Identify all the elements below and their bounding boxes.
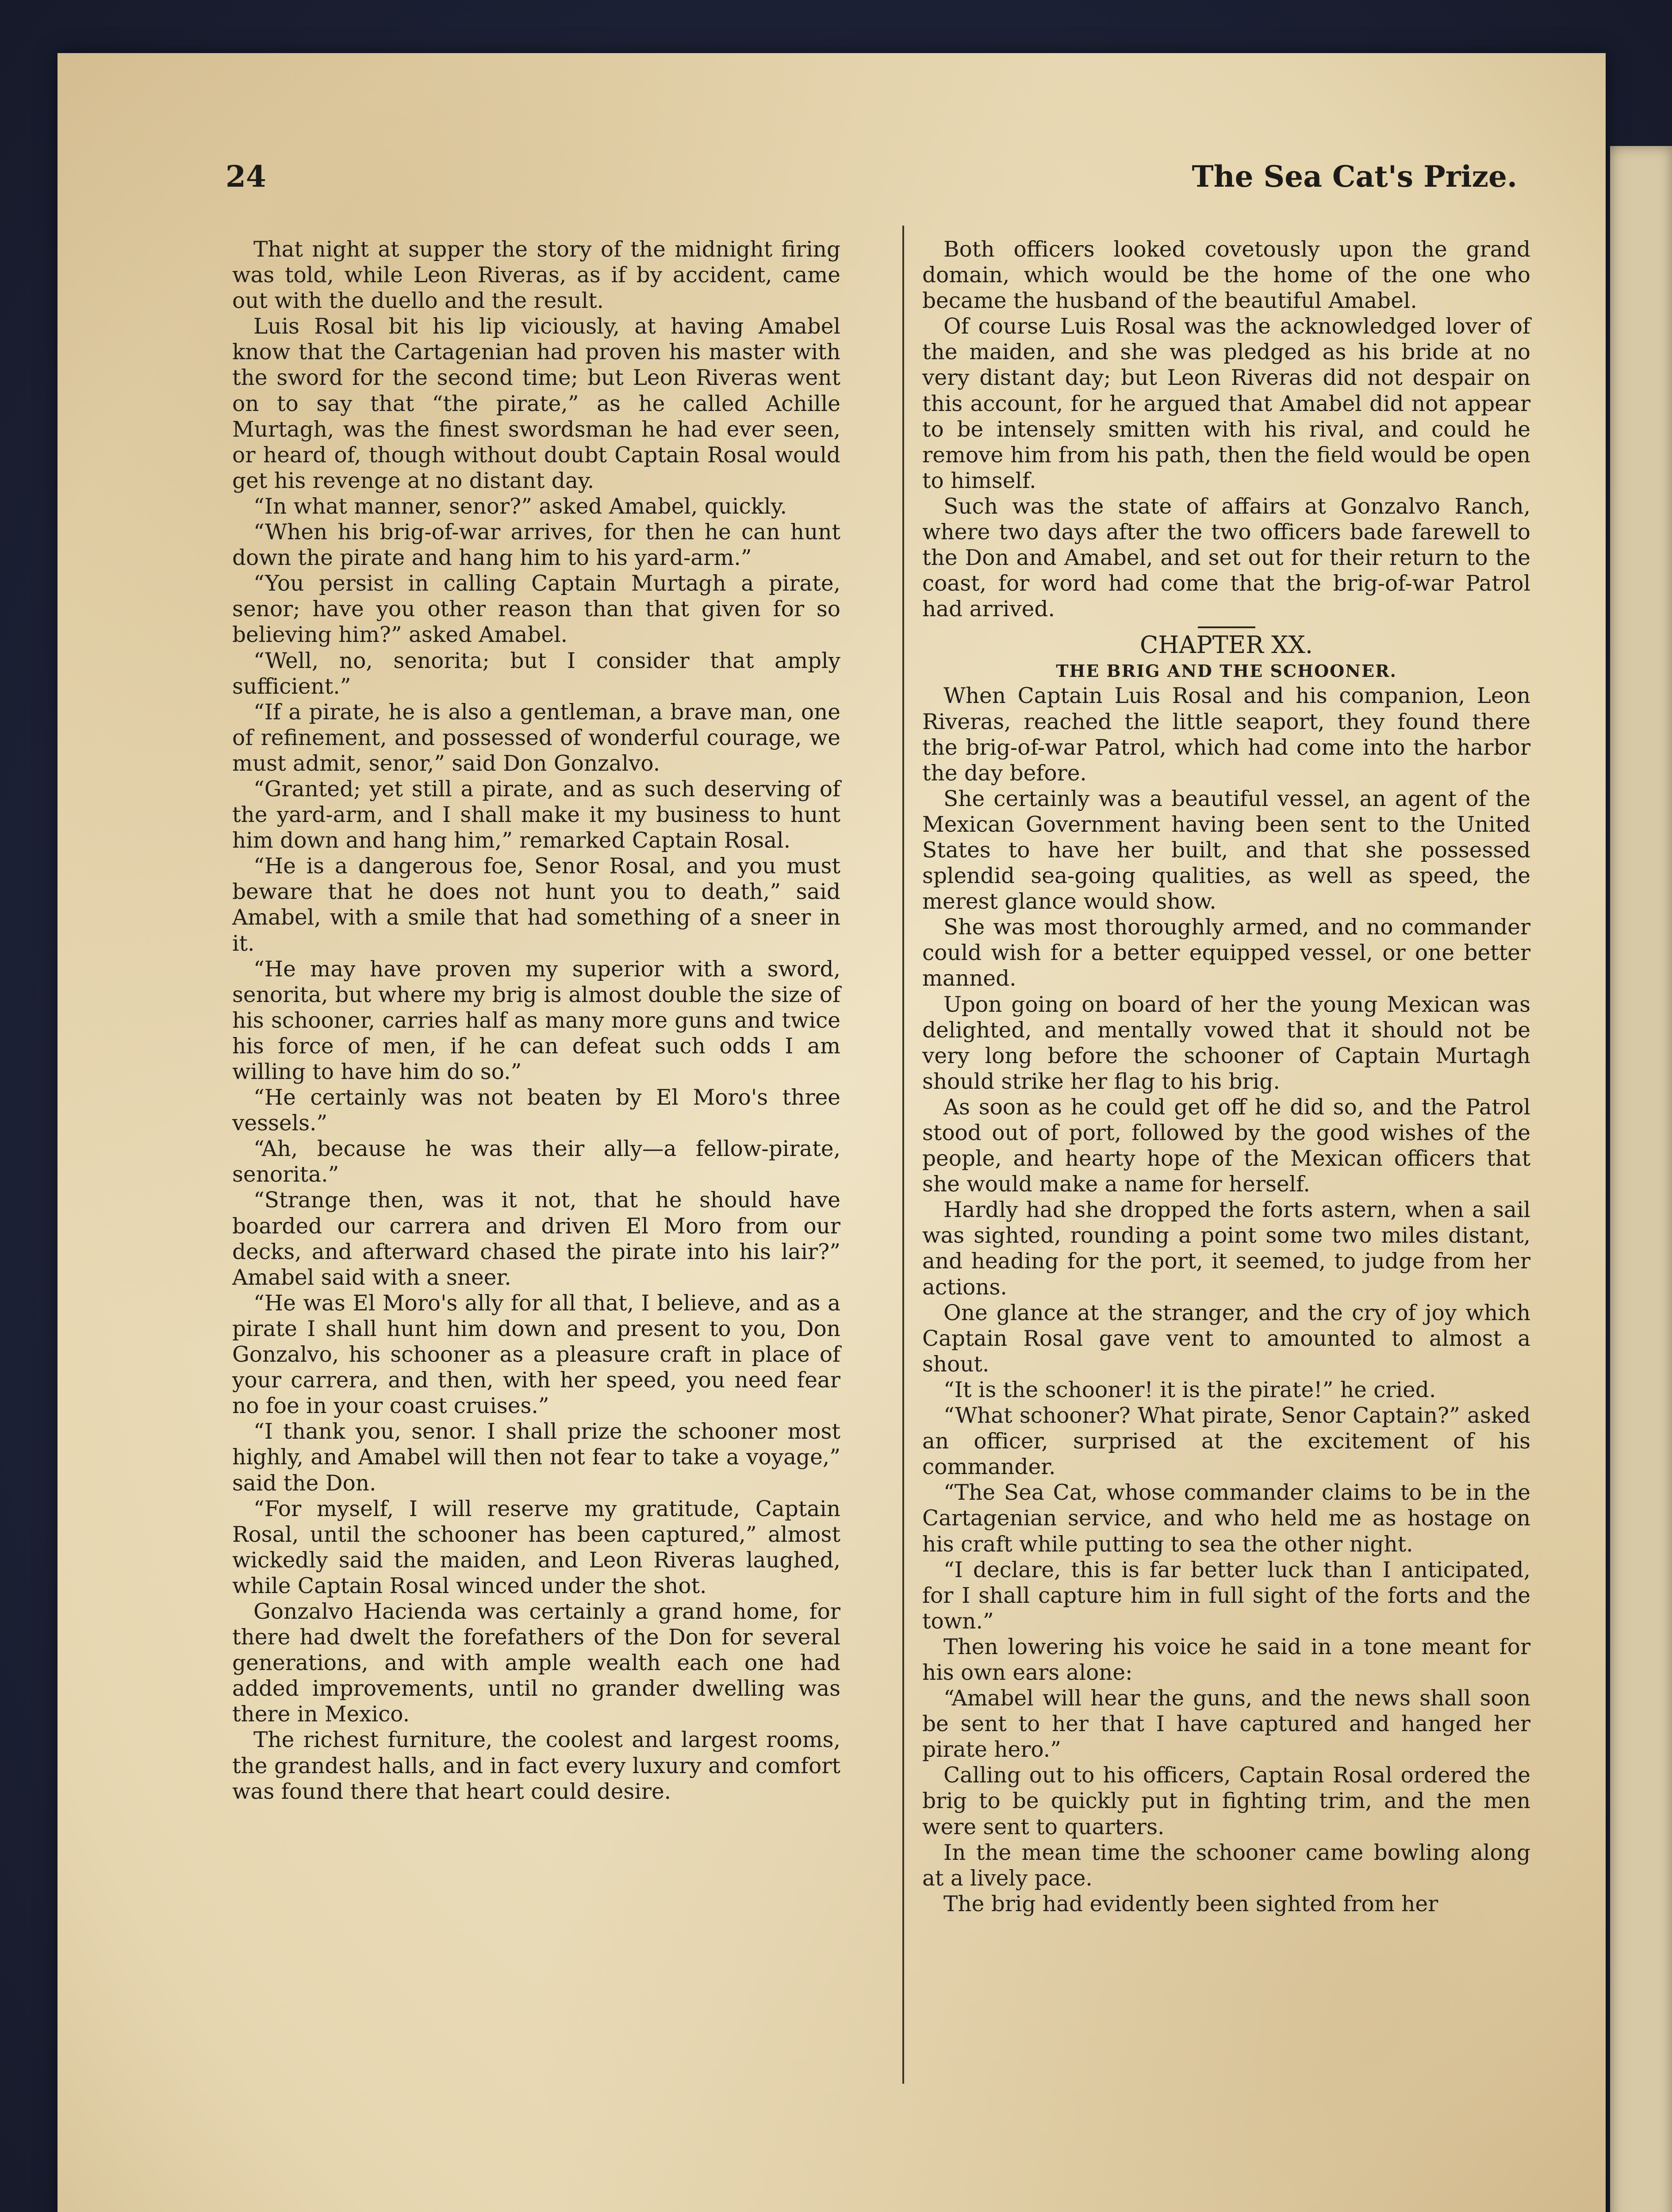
paragraph: In the mean time the schooner came bowling along at a lively pace. xyxy=(922,1840,1530,1891)
paragraph: “What schooner? What pirate, Senor Captain?” asked an officer, surprised at the excitement of his commander. xyxy=(922,1403,1530,1480)
paragraph: “Ah, because he was their ally—a fellow-pirate, senorita.” xyxy=(232,1137,840,1187)
chapter-title: CHAPTER XX. xyxy=(1139,631,1313,659)
paragraph: “It is the schooner! it is the pirate!” he cried. xyxy=(943,1377,1436,1402)
paragraph: As soon as he could get off he did so, and the Patrol stood out of port, followed by the good wishes of the people, and hearty hope of the Mexican officers that she would make a name for herself. xyxy=(922,1094,1530,1197)
paragraph: “In what manner, senor?” asked Amabel, quickly. xyxy=(253,494,787,519)
paragraph: “He certainly was not beaten by El Moro's three vessels.” xyxy=(232,1085,840,1136)
paragraph: “For myself, I will reserve my gratitude, Captain Rosal, until the schooner has been captured,” almost wickedly said the maiden, and Leon Riveras laughed, while Captain Rosal winced under the shot. xyxy=(232,1496,840,1598)
paragraph: “If a pirate, he is also a gentleman, a brave man, one of refinement, and possessed of wonderful courage, we must admit, senor,” said Don Gonzalvo. xyxy=(232,699,840,776)
paragraph: Calling out to his officers, Captain Rosal ordered the brig to be quickly put in fighting trim, and the men were sent to quarters. xyxy=(922,1763,1530,1839)
paragraph: “He may have proven my superior with a sword, senorita, but where my brig is almost double the size of his schooner, carries half as many more guns and twice his force of men, if he can defeat such odds I am willing to have him do so.” xyxy=(232,956,840,1084)
chapter-subtitle: THE BRIG AND THE SCHOONER. xyxy=(1056,661,1397,681)
paragraph: The richest furniture, the coolest and largest rooms, the grandest halls, and in fact every luxury and comfort was found there that heart could desire. xyxy=(232,1728,840,1804)
paragraph: “He was El Moro's ally for all that, I believe, and as a pirate I shall hunt him down and present to you, Don Gonzalvo, his schooner as a pleasure craft in place of your carrera, and then, with her speed, you need fear no foe in your coast cruises.” xyxy=(232,1290,840,1419)
paragraph: “Strange then, was it not, that he should have boarded our carrera and driven El Moro from our decks, and afterward chased the pirate into his lair?” Amabel said with a sneer. xyxy=(232,1188,840,1290)
running-title: The Sea Cat's Prize. xyxy=(1192,159,1517,194)
right-column xyxy=(922,237,1530,1917)
paragraph: Of course Luis Rosal was the acknowledged lover of the maiden, and she was pledged as his bride at no very distant day; but Leon Riveras did not despair on this account, for he argued that Amabel did not appear to be intensely smitten with his rival, and could he remove him from his path, then the field would be open to himself. xyxy=(922,314,1530,493)
paragraph: Upon going on board of her the young Mexican was delighted, and mentally vowed that it should not be very long before the schooner of Captain Murtagh should strike her flag to his brig. xyxy=(922,992,1530,1094)
paragraph: “He is a dangerous foe, Senor Rosal, and you must beware that he does not hunt you to death,” said Amabel, with a smile that had something of a sneer in it. xyxy=(232,854,840,956)
paragraph: “You persist in calling Captain Murtagh a pirate, senor; have you other reason than that given for so believing him?” asked Amabel. xyxy=(232,571,840,648)
chapter-divider xyxy=(1198,626,1255,628)
paragraph: Hardly had she dropped the forts astern, when a sail was sighted, rounding a point some two miles distant, and heading for the port, it seemed, to judge from her actions. xyxy=(922,1198,1530,1300)
facing-page-edge xyxy=(1610,146,1672,2212)
paragraph: She certainly was a beautiful vessel, an agent of the Mexican Government having been sent to the United States to have her built, and that she possessed splendid sea-going qualities, as well as speed, the merest glance would show. xyxy=(922,786,1530,914)
paragraph: That night at supper the story of the midnight firing was told, while Leon Riveras, as if by accident, came out with the duello and the result. xyxy=(232,237,840,314)
paragraph: Such was the state of affairs at Gonzalvo Ranch, where two days after the two officers bade farewell to the Don and Amabel, and set out for their return to the coast, for word had come that the brig-of-war Patrol had arrived. xyxy=(922,494,1530,622)
paragraph: “Granted; yet still a pirate, and as such deserving of the yard-arm, and I shall make it my business to hunt him down and hang him,” remarked Captain Rosal. xyxy=(232,776,840,853)
page-number: 24 xyxy=(226,159,266,194)
paragraph: Luis Rosal bit his lip viciously, at having Amabel know that the Cartagenian had proven his master with the sword for the second time; but Leon Riveras went on to say that “the pirate,” as he called Achille Murtagh, was the finest swordsman he had ever seen, or heard of, though without doubt Captain Rosal would get his revenge at no distant day. xyxy=(232,314,840,493)
column-divider xyxy=(902,226,904,2084)
paragraph: “Amabel will hear the guns, and the news shall soon be sent to her that I have captured and hanged her pirate hero.” xyxy=(922,1686,1530,1763)
paragraph: The brig had evidently been sighted from her xyxy=(943,1891,1438,1916)
left-column xyxy=(232,237,840,1805)
paragraph: One glance at the stranger, and the cry of joy which Captain Rosal gave vent to amounted to almost a shout. xyxy=(922,1300,1530,1377)
paragraph: She was most thoroughly armed, and no commander could wish for a better equipped vessel, or one better manned. xyxy=(922,915,1530,991)
paragraph: When Captain Luis Rosal and his companion, Leon Riveras, reached the little seaport, they found there the brig-of-war Patrol, which had come into the harbor the day before. xyxy=(922,684,1530,786)
paragraph: “I thank you, senor. I shall prize the schooner most highly, and Amabel will then not fear to take a voyage,” said the Don. xyxy=(232,1419,840,1496)
paragraph: Then lowering his voice he said in a tone meant for his own ears alone: xyxy=(922,1634,1530,1685)
paragraph: “Well, no, senorita; but I consider that amply sufficient.” xyxy=(232,648,840,699)
paragraph: “I declare, this is far better luck than I anticipated, for I shall capture him in full sight of the forts and the town.” xyxy=(922,1557,1530,1634)
page-header xyxy=(226,159,1517,208)
paragraph: Gonzalvo Hacienda was certainly a grand home, for there had dwelt the forefathers of the Don for several generations, and with ample wealth each one had added improvements, until no grander dwelling was there in Mexico. xyxy=(232,1599,840,1727)
paragraph: “The Sea Cat, whose commander claims to be in the Cartagenian service, and who held me as hostage on his craft while putting to sea the other night. xyxy=(922,1480,1530,1557)
paragraph: Both officers looked covetously upon the grand domain, which would be the home of the one who became the husband of the beautiful Amabel. xyxy=(922,237,1530,314)
paragraph: “When his brig-of-war arrives, for then he can hunt down the pirate and hang him to his yard-arm.” xyxy=(232,520,840,571)
